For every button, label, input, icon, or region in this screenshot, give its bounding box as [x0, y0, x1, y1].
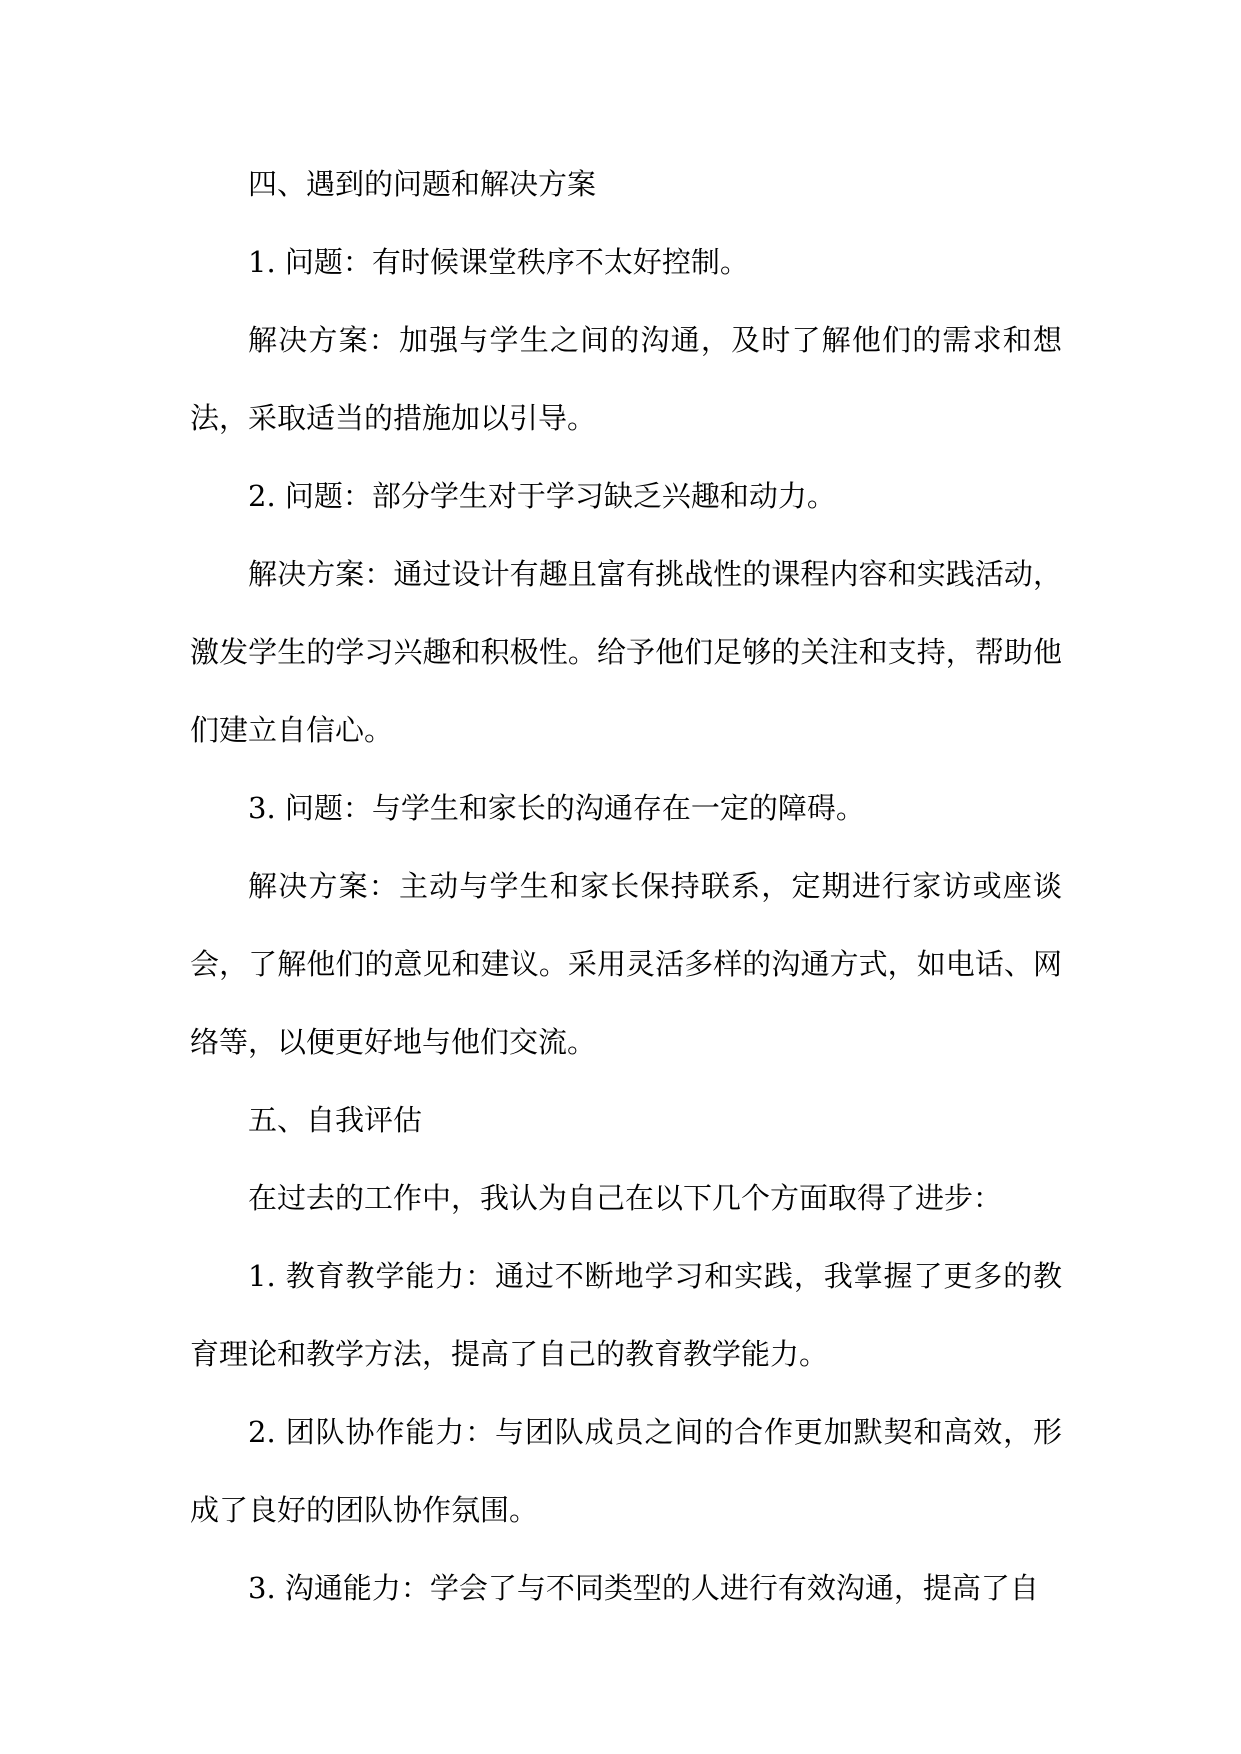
problem-item-2: 2. 问题：部分学生对于学习缺乏兴趣和动力。: [248, 479, 836, 513]
progress-item-2: 2. 团队协作能力：与团队成员之间的合作更加默契和高效，形成了良好的团队协作氛围。: [190, 1415, 1062, 1527]
self-evaluation-intro: 在过去的工作中，我认为自己在以下几个方面取得了进步：: [248, 1181, 1003, 1215]
problem-item-1: 1. 问题：有时候课堂秩序不太好控制。: [248, 245, 749, 279]
progress-item-3: 3. 沟通能力：学会了与不同类型的人进行有效沟通，提高了自: [248, 1571, 1039, 1605]
section-heading-problems: 四、遇到的问题和解决方案: [248, 167, 597, 201]
solution-paragraph-3: 解决方案：主动与学生和家长保持联系，定期进行家访或座谈会，了解他们的意见和建议。采用灵活多样的沟通方式，如电话、网络等，以便更好地与他们交流。: [190, 869, 1062, 1059]
solution-paragraph-1: 解决方案：加强与学生之间的沟通，及时了解他们的需求和想法，采取适当的措施加以引导。: [190, 323, 1062, 435]
solution-paragraph-2: 解决方案：通过设计有趣且富有挑战性的课程内容和实践活动，激发学生的学习兴趣和积极性。给予他们足够的关注和支持，帮助他们建立自信心。: [190, 557, 1062, 747]
progress-item-1: 1. 教育教学能力：通过不断地学习和实践，我掌握了更多的教育理论和教学方法，提高了自己的教育教学能力。: [190, 1259, 1062, 1371]
problem-item-3: 3. 问题：与学生和家长的沟通存在一定的障碍。: [248, 791, 865, 825]
document-body: [190, 145, 1062, 1627]
section-heading-self-evaluation: 五、自我评估: [248, 1103, 423, 1137]
